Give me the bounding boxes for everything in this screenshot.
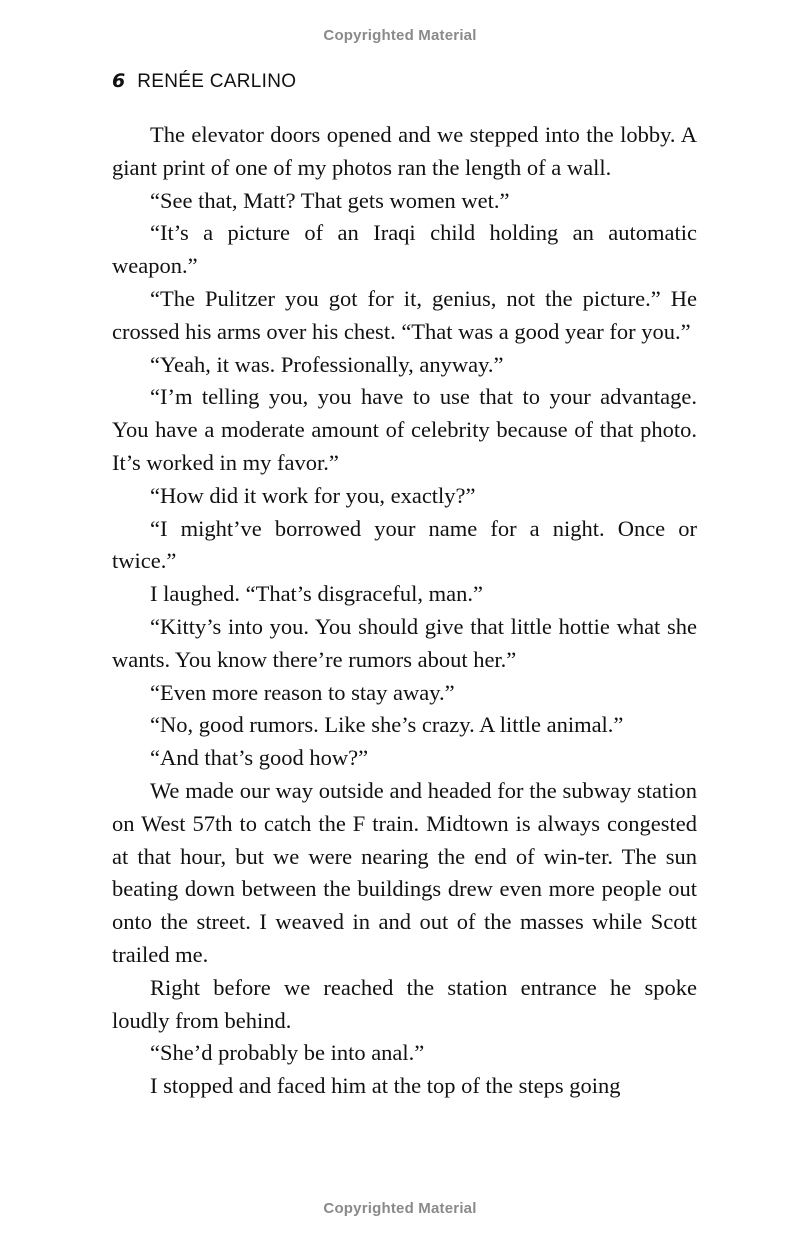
paragraph: “Yeah, it was. Professionally, anyway.” xyxy=(150,351,504,377)
paragraph: “I might’ve borrowed your name for a night. Once or twice.” xyxy=(112,515,697,574)
paragraph: “And that’s good how?” xyxy=(150,745,369,771)
body-text xyxy=(112,119,697,1103)
running-head xyxy=(112,70,296,93)
paragraph: “Kitty’s into you. You should give that little hottie what she wants. You know there’re rumors about her.” xyxy=(112,613,697,672)
copyright-watermark-bottom: Copyrighted Material xyxy=(323,1200,477,1217)
paragraph: “The Pulitzer you got for it, genius, not the picture.” He crossed his arms over his chest. “That was a good year for you.” xyxy=(112,285,697,344)
paragraph: “Even more reason to stay away.” xyxy=(150,679,455,705)
paragraph: “No, good rumors. Like she’s crazy. A little animal.” xyxy=(150,712,624,738)
paragraph: “See that, Matt? That gets women wet.” xyxy=(150,187,510,213)
paragraph: “I’m telling you, you have to use that to your advantage. You have a moderate amount of celebrity because of that photo. It’s worked in my favor.” xyxy=(112,384,697,475)
paragraph: “She’d probably be into anal.” xyxy=(150,1040,425,1066)
paragraph: “How did it work for you, exactly?” xyxy=(150,482,476,508)
paragraph: We made our way outside and headed for the subway station on West 57th to catch the F train. Midtown is always congested at that hour, but we were nearing the end of win-ter. The sun beating down between the buildings drew even more people out onto the street. I weaved in and out of the masses while Scott trailed me. xyxy=(112,777,697,967)
paragraph: Right before we reached the station entrance he spoke loudly from behind. xyxy=(112,974,697,1033)
paragraph: The elevator doors opened and we stepped into the lobby. A giant print of one of my photos ran the length of a wall. xyxy=(112,122,697,180)
author-name: RENÉE CARLINO xyxy=(137,71,297,92)
paragraph: I stopped and faced him at the top of the steps going xyxy=(150,1073,621,1099)
paragraph: I laughed. “That’s disgraceful, man.” xyxy=(150,581,483,607)
copyright-watermark-top: Copyrighted Material xyxy=(323,27,477,44)
page-number: 6 xyxy=(112,70,126,92)
paragraph: “It’s a picture of an Iraqi child holding an automatic weapon.” xyxy=(112,220,697,279)
